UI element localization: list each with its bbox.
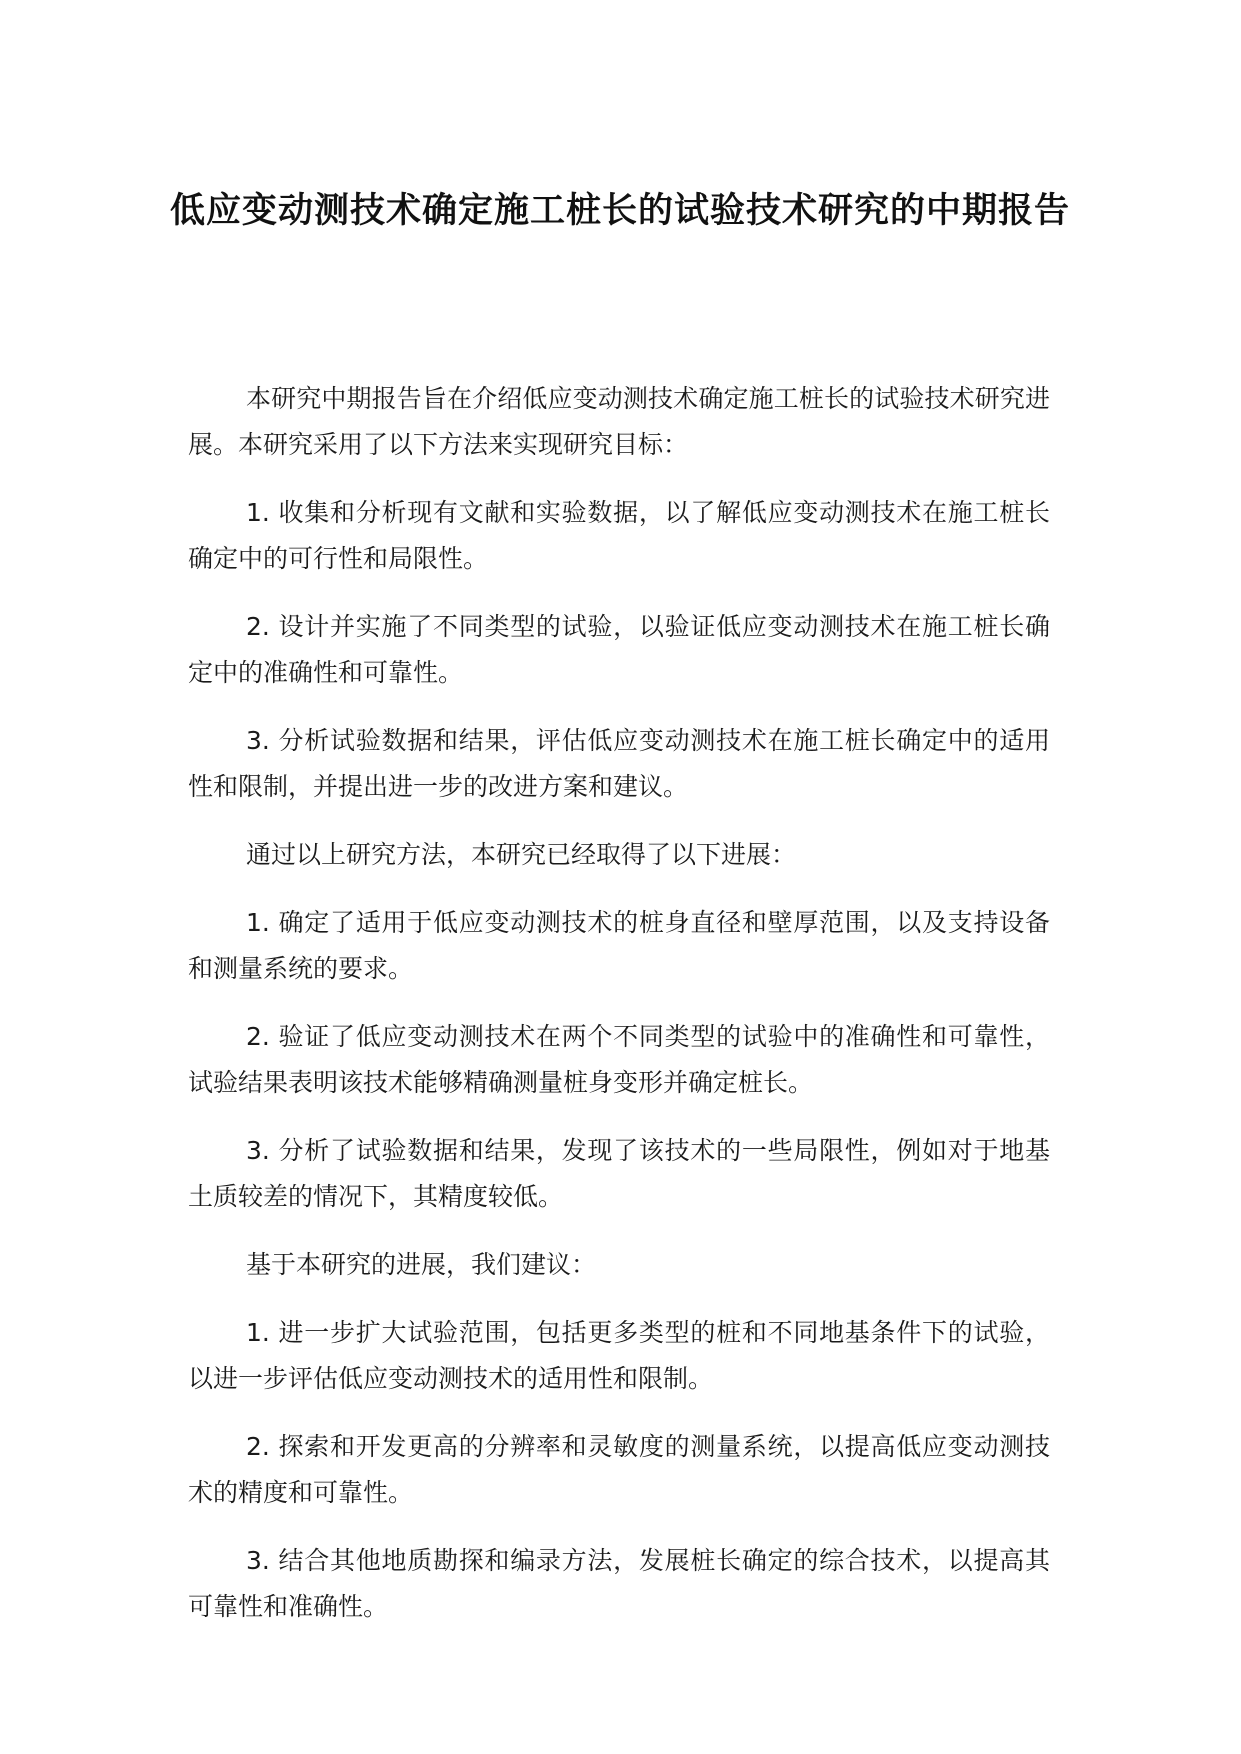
paragraph-suggestion-1: 1. 进一步扩大试验范围，包括更多类型的桩和不同地基条件下的试验，以进一步评估低应变动测技术的适用性和限制。	[188, 1318, 1050, 1393]
paragraph-method-2: 2. 设计并实施了不同类型的试验，以验证低应变动测技术在施工桩长确定中的准确性和可靠性。	[188, 612, 1050, 687]
document-title: 低应变动测技术确定施工桩长的试验技术研究的中期报告	[170, 191, 1071, 231]
paragraph-progress-1: 1. 确定了适用于低应变动测技术的桩身直径和壁厚范围，以及支持设备和测量系统的要求。	[188, 908, 1050, 983]
document-body	[188, 376, 1050, 1652]
paragraph-method-1: 1. 收集和分析现有文献和实验数据，以了解低应变动测技术在施工桩长确定中的可行性和局限性。	[188, 498, 1050, 573]
paragraph-intro: 本研究中期报告旨在介绍低应变动测技术确定施工桩长的试验技术研究进展。本研究采用了以下方法来实现研究目标：	[188, 384, 1050, 459]
paragraph-suggestion-intro: 基于本研究的进展，我们建议：	[246, 1250, 597, 1279]
paragraph-progress-3: 3. 分析了试验数据和结果，发现了该技术的一些局限性，例如对于地基土质较差的情况下，其精度较低。	[188, 1136, 1050, 1211]
paragraph-progress-2: 2. 验证了低应变动测技术在两个不同类型的试验中的准确性和可靠性，试验结果表明该技术能够精确测量桩身变形并确定桩长。	[188, 1022, 1050, 1097]
paragraph-method-3: 3. 分析试验数据和结果，评估低应变动测技术在施工桩长确定中的适用性和限制，并提出进一步的改进方案和建议。	[188, 726, 1050, 801]
paragraph-progress-intro: 通过以上研究方法，本研究已经取得了以下进展：	[246, 840, 797, 869]
paragraph-suggestion-3: 3. 结合其他地质勘探和编录方法，发展桩长确定的综合技术，以提高其可靠性和准确性。	[188, 1546, 1050, 1621]
paragraph-suggestion-2: 2. 探索和开发更高的分辨率和灵敏度的测量系统，以提高低应变动测技术的精度和可靠性。	[188, 1432, 1050, 1507]
